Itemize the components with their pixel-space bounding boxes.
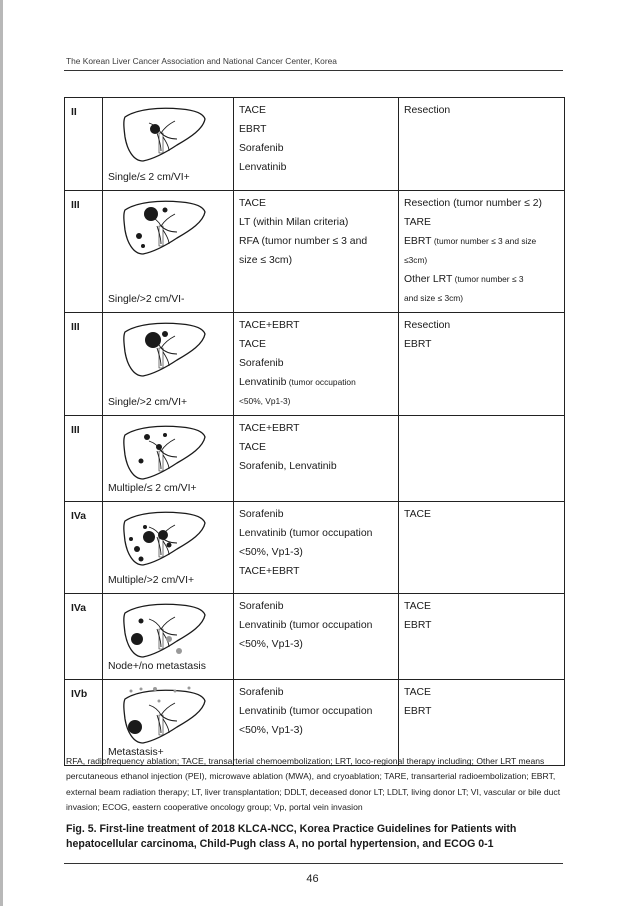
tumor-description: Node+/no metastasis bbox=[108, 661, 206, 672]
primary-item bbox=[239, 616, 394, 635]
tumor-description: Single/>2 cm/VI- bbox=[108, 294, 185, 305]
treatment-text: Sorafenib, Lenvatinib bbox=[239, 461, 337, 472]
table-row bbox=[65, 191, 565, 313]
primary-treatment-cell bbox=[234, 313, 399, 416]
treatment-text: LT (within Milan criteria) bbox=[239, 217, 349, 228]
primary-item bbox=[239, 194, 394, 213]
alternative-item bbox=[404, 101, 560, 120]
running-header: The Korean Liver Cancer Association and National Cancer Center, Korea bbox=[66, 56, 337, 66]
header-divider bbox=[64, 70, 563, 71]
liver-figure-cell bbox=[103, 313, 234, 416]
treatment-text: Other LRT bbox=[404, 274, 453, 285]
abbreviations-footnote: RFA, radiofrequency ablation; TACE, transarterial chemoembolization; LRT, loco-regional therapy including; Other LRT means percutaneous ethanol injection (PEI), microwave ablation (MWA), and cryoablation; TARE, transarterial radioembolization; EBRT, external beam radiation therapy; LT, liver transplantation; DDLT, deceased donor LT; LDLT, living donor LT; VI, vascular or bile duct invasion; ECOG, eastern cooperative oncology group; Vp, portal vein invasion bbox=[66, 756, 561, 812]
primary-item bbox=[239, 120, 394, 139]
primary-item bbox=[239, 702, 394, 721]
alternative-item bbox=[404, 616, 560, 635]
primary-item bbox=[239, 543, 394, 562]
alternative-treatment-cell bbox=[399, 680, 565, 766]
treatment-text: TACE bbox=[239, 105, 266, 116]
treatment-table bbox=[64, 97, 565, 766]
liver-single-small-tumor-icon bbox=[119, 103, 209, 163]
treatment-text: TACE bbox=[239, 198, 266, 209]
treatment-text: EBRT bbox=[404, 706, 432, 717]
primary-item bbox=[239, 438, 394, 457]
alternative-treatment-cell bbox=[399, 594, 565, 680]
treatment-text: TACE bbox=[404, 687, 431, 698]
treatment-note: (tumor occupation bbox=[286, 377, 356, 387]
treatment-note: ≤3cm) bbox=[404, 255, 428, 265]
primary-item bbox=[239, 562, 394, 581]
primary-treatment-cell bbox=[234, 416, 399, 502]
alternative-item bbox=[404, 213, 560, 232]
bclc-stage: III bbox=[65, 191, 103, 313]
treatment-text: Sorafenib bbox=[239, 687, 284, 698]
primary-item bbox=[239, 721, 394, 740]
liver-single-large-tumor-icon bbox=[119, 196, 209, 256]
primary-item bbox=[239, 419, 394, 438]
table-row bbox=[65, 98, 565, 191]
liver-figure-cell bbox=[103, 680, 234, 766]
primary-item bbox=[239, 597, 394, 616]
table-row bbox=[65, 680, 565, 766]
treatment-text: EBRT bbox=[404, 236, 432, 247]
alternative-item bbox=[404, 597, 560, 616]
treatment-text: RFA (tumor number ≤ 3 and bbox=[239, 236, 368, 247]
primary-treatment-cell bbox=[234, 98, 399, 191]
treatment-text: Lenvatinib bbox=[239, 377, 287, 388]
primary-item bbox=[239, 524, 394, 543]
figure-title: Fig. 5. First-line treatment of 2018 KLCA-NCC, Korea Practice Guidelines for Patients with hepatocellular carcinoma, Child-Pugh class A, no portal hypertension, and ECOG 0-1 bbox=[66, 823, 517, 850]
page-number: 46 bbox=[306, 873, 319, 885]
bclc-stage: III bbox=[65, 313, 103, 416]
treatment-text: <50%, Vp1-3) bbox=[239, 547, 303, 558]
alternative-item bbox=[404, 505, 560, 524]
treatment-text: TACE+EBRT bbox=[239, 423, 300, 434]
tumor-description: Metastasis+ bbox=[108, 747, 164, 758]
alternative-treatment-cell bbox=[399, 191, 565, 313]
alternative-item bbox=[404, 316, 560, 335]
treatment-note: and size ≤ 3cm) bbox=[404, 293, 464, 303]
primary-treatment-cell bbox=[234, 502, 399, 594]
primary-item bbox=[239, 354, 394, 373]
alternative-item bbox=[404, 335, 560, 354]
liver-single-large-tumor-vascular-invasion-icon bbox=[119, 318, 209, 378]
primary-item bbox=[239, 139, 394, 158]
treatment-text: Lenvatinib (tumor occupation bbox=[239, 620, 373, 631]
table-row bbox=[65, 594, 565, 680]
page-edge bbox=[0, 0, 3, 906]
bclc-stage: III bbox=[65, 416, 103, 502]
alternative-item bbox=[404, 702, 560, 721]
treatment-note: (tumor number ≤ 3 bbox=[452, 274, 524, 284]
treatment-text: EBRT bbox=[239, 124, 267, 135]
treatment-note: (tumor number ≤ 3 and size bbox=[431, 236, 537, 246]
liver-figure-cell bbox=[103, 416, 234, 502]
treatment-text: Sorafenib bbox=[239, 358, 284, 369]
primary-treatment-cell bbox=[234, 191, 399, 313]
bclc-stage: IVa bbox=[65, 594, 103, 680]
primary-item bbox=[239, 101, 394, 120]
primary-item bbox=[239, 635, 394, 654]
liver-figure-cell bbox=[103, 98, 234, 191]
table-row bbox=[65, 502, 565, 594]
treatment-text: EBRT bbox=[404, 620, 432, 631]
treatment-text: Resection bbox=[404, 105, 451, 116]
primary-item bbox=[239, 251, 394, 270]
tumor-description: Single/>2 cm/VI+ bbox=[108, 397, 188, 408]
primary-item bbox=[239, 457, 394, 476]
tumor-description: Multiple/≤ 2 cm/VI+ bbox=[108, 483, 197, 494]
treatment-text: Sorafenib bbox=[239, 143, 284, 154]
primary-treatment-cell bbox=[234, 680, 399, 766]
primary-item bbox=[239, 683, 394, 702]
alternative-treatment-cell bbox=[399, 502, 565, 594]
alternative-item bbox=[404, 232, 560, 251]
liver-node-positive-icon bbox=[119, 599, 209, 659]
treatment-text: TACE bbox=[239, 442, 266, 453]
alternative-item bbox=[404, 251, 560, 270]
alternative-treatment-cell bbox=[399, 98, 565, 191]
alternative-treatment-cell bbox=[399, 416, 565, 502]
tumor-description: Multiple/>2 cm/VI+ bbox=[108, 575, 195, 586]
liver-multiple-large-tumors-icon bbox=[119, 507, 209, 567]
primary-item bbox=[239, 335, 394, 354]
footer-divider bbox=[64, 863, 563, 864]
treatment-text: <50%, Vp1-3) bbox=[239, 639, 303, 650]
liver-figure-cell bbox=[103, 502, 234, 594]
liver-figure-cell bbox=[103, 594, 234, 680]
liver-figure-cell bbox=[103, 191, 234, 313]
treatment-note: <50%, Vp1-3) bbox=[239, 396, 291, 406]
table-row bbox=[65, 416, 565, 502]
treatment-text: TACE+EBRT bbox=[239, 320, 300, 331]
bclc-stage: II bbox=[65, 98, 103, 191]
treatment-text: TACE bbox=[404, 509, 431, 520]
alternative-treatment-cell bbox=[399, 313, 565, 416]
primary-item bbox=[239, 158, 394, 177]
treatment-text: Resection bbox=[404, 320, 451, 331]
treatment-text: Sorafenib bbox=[239, 601, 284, 612]
treatment-text: Lenvatinib bbox=[239, 162, 287, 173]
treatment-text: Lenvatinib (tumor occupation bbox=[239, 528, 373, 539]
alternative-item bbox=[404, 289, 560, 308]
treatment-text: size ≤ 3cm) bbox=[239, 255, 293, 266]
primary-item bbox=[239, 373, 394, 392]
treatment-text: TARE bbox=[404, 217, 431, 228]
primary-item bbox=[239, 213, 394, 232]
liver-multiple-small-tumors-icon bbox=[119, 421, 209, 481]
treatment-text: Resection (tumor number ≤ 2) bbox=[404, 198, 542, 209]
primary-item bbox=[239, 316, 394, 335]
treatment-text: Sorafenib bbox=[239, 509, 284, 520]
primary-item bbox=[239, 392, 394, 411]
primary-item bbox=[239, 505, 394, 524]
tumor-description: Single/≤ 2 cm/VI+ bbox=[108, 172, 190, 183]
primary-treatment-cell bbox=[234, 594, 399, 680]
bclc-stage: IVa bbox=[65, 502, 103, 594]
treatment-text: EBRT bbox=[404, 339, 432, 350]
alternative-item bbox=[404, 194, 560, 213]
liver-metastasis-icon bbox=[119, 685, 209, 745]
alternative-item bbox=[404, 270, 560, 289]
treatment-text: TACE+EBRT bbox=[239, 566, 300, 577]
alternative-item bbox=[404, 683, 560, 702]
treatment-text: Lenvatinib (tumor occupation bbox=[239, 706, 373, 717]
primary-item bbox=[239, 232, 394, 251]
table-row bbox=[65, 313, 565, 416]
treatment-text: TACE bbox=[239, 339, 266, 350]
treatment-text: TACE bbox=[404, 601, 431, 612]
treatment-text: <50%, Vp1-3) bbox=[239, 725, 303, 736]
bclc-stage: IVb bbox=[65, 680, 103, 766]
